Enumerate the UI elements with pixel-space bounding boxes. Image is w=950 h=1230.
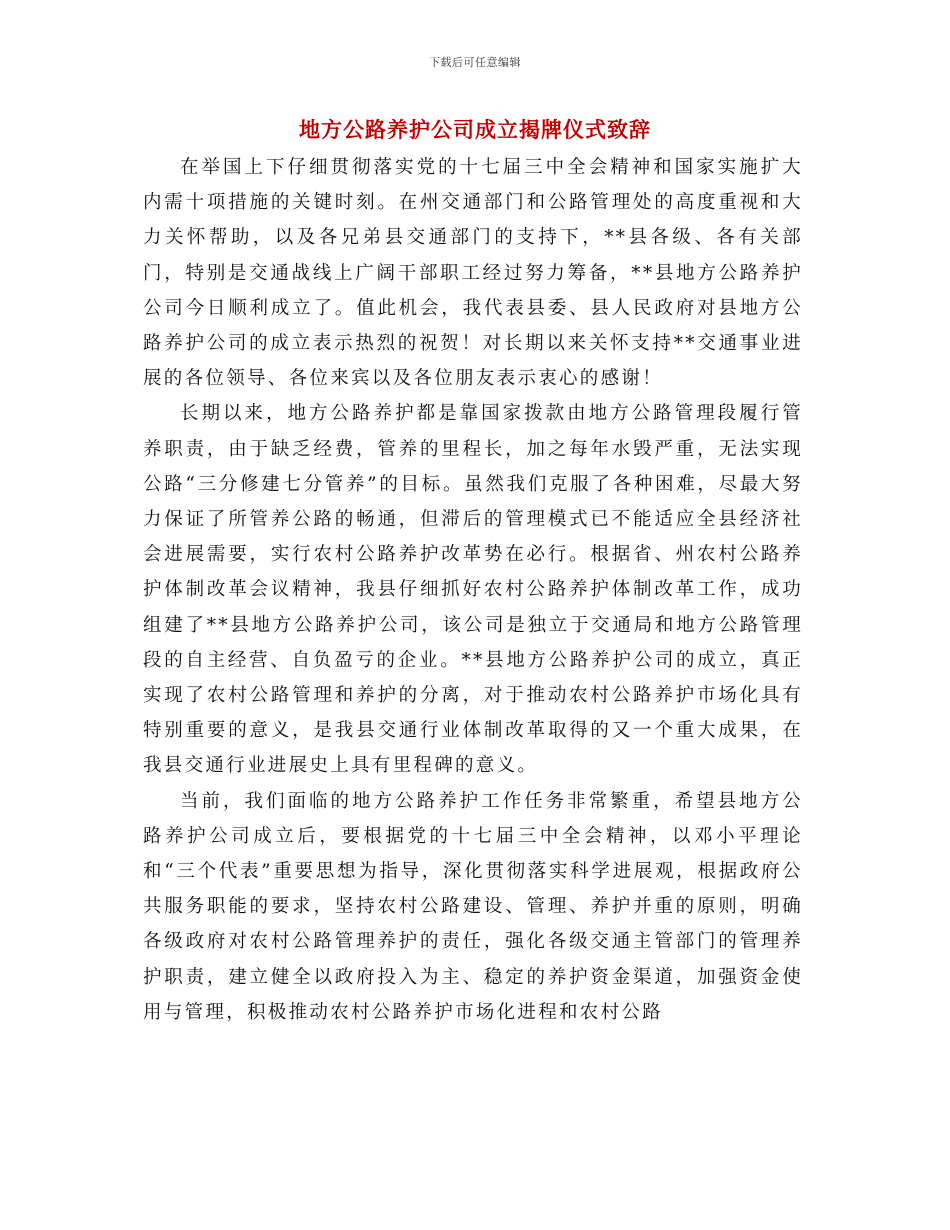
document-title: 地方公路养护公司成立揭牌仪式致辞 — [299, 118, 651, 142]
body-paragraph: 长期以来，地方公路养护都是靠国家拨款由地方公路管理段履行管养职责，由于缺乏经费，管养的里程长，加之每年水毁严重，无法实现公路“三分修建七分管养”的目标。虽然我们克服了各种困难，尽最大努力保证了所管养公路的畅通，但滞后的管理模式已不能适应全县经济社会进展需要，实行农村公路养护改革势在必行。根据省、州农村公路养护体制改革会议精神，我县仔细抓好农村公路养护体制改革工作，成功组建了**县地方公路养护公司，该公司是独立于交通局和地方公路管理段的自主经营、自负盈亏的企业。**县地方公路养护公司的成立，真正实现了农村公路管理和养护的分离，对于推动农村公路养护市场化具有特别重要的意义，是我县交通行业体制改革取得的又一个重大成果，在我县交通行业进展史上具有里程碑的意义。 — [143, 403, 803, 777]
document-body — [143, 150, 803, 1030]
header-note: 下载后可任意编辑 — [429, 56, 521, 69]
body-paragraph: 在举国上下仔细贯彻落实党的十七届三中全会精神和国家实施扩大内需十项措施的关键时刻。在州交通部门和公路管理处的高度重视和大力关怀帮助，以及各兄弟县交通部门的支持下，**县各级、各有关部门，特别是交通战线上广阔干部职工经过努力筹备，**县地方公路养护公司今日顺利成立了。值此机会，我代表县委、县人民政府对县地方公路养护公司的成立表示热烈的祝贺！对长期以来关怀支持**交通事业进展的各位领导、各位来宾以及各位朋友表示衷心的感谢！ — [143, 157, 803, 390]
body-paragraph: 当前，我们面临的地方公路养护工作任务非常繁重，希望县地方公路养护公司成立后，要根据党的十七届三中全会精神，以邓小平理论和“三个代表”重要思想为指导，深化贯彻落实科学进展观，根据政府公共服务职能的要求，坚持农村公路建设、管理、养护并重的原则，明确各级政府对农村公路管理养护的责任，强化各级交通主管部门的管理养护职责，建立健全以政府投入为主、稳定的养护资金渠道，加强资金使用与管理，积极推动农村公路养护市场化进程和农村公路 — [143, 790, 803, 1023]
